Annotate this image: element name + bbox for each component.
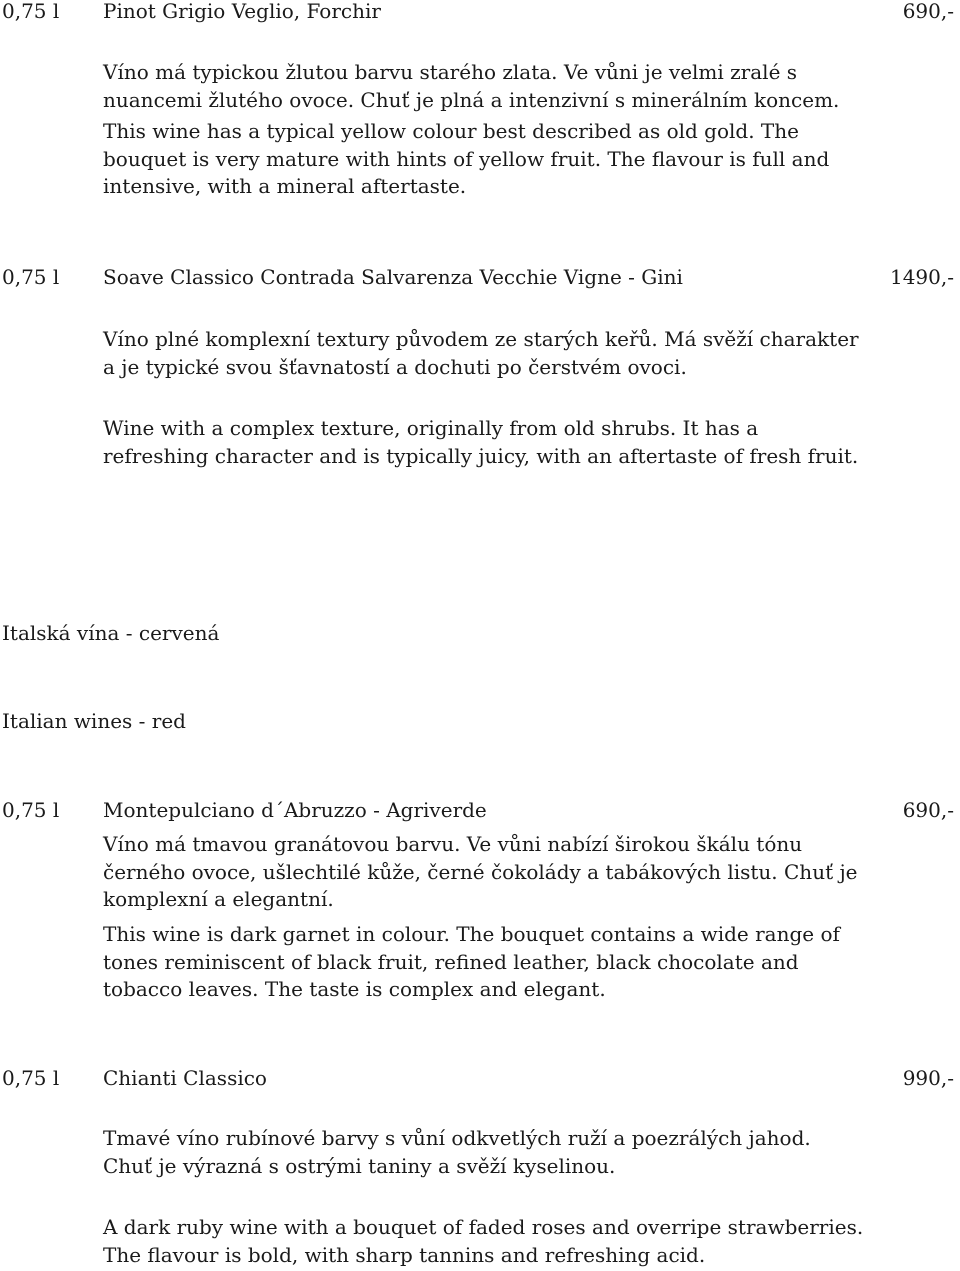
wine-description-cz: Víno plné komplexní textury původem ze starých keřů. Má svěží charakter a je typické svou šťavnatostí a dochuti po čerstvém ovoci. (103, 327, 859, 379)
wine-name: Montepulciano d´Abruzzo - Agriverde (103, 798, 487, 822)
wine-description-en: Wine with a complex texture, originally from old shrubs. It has a refreshing character and is typically juicy, with an aftertaste of fresh fruit. (103, 416, 859, 468)
wine-price: 990,- (902, 1066, 954, 1090)
wine-volume: 0,75 l (2, 798, 60, 822)
wine-price: 690,- (902, 0, 954, 23)
wine-volume: 0,75 l (2, 1066, 60, 1090)
wine-price: 690,- (902, 798, 954, 822)
wine-description-cz: Víno má typickou žlutou barvu starého zlata. Ve vůni je velmi zralé s nuancemi žlutého ovoce. Chuť je plná a intenzivní s minerálním koncem. (103, 60, 840, 112)
wine-description-en: This wine has a typical yellow colour best described as old gold. The bouquet is very mature with hints of yellow fruit. The flavour is full and intensive, with a mineral aftertaste. (103, 119, 830, 198)
wine-description-cz: Víno má tmavou granátovou barvu. Ve vůni nabízí širokou škálu tónu černého ovoce, ušlechtilé kůže, černé čokolády a tabákových listu. Chuť je komplexní a elegantní. (103, 832, 858, 911)
wine-description-en: A dark ruby wine with a bouquet of faded roses and overripe strawberries. The flavour is bold, with sharp tannins and refreshing acid. (103, 1215, 864, 1267)
wine-name: Chianti Classico (103, 1066, 267, 1090)
wine-volume: 0,75 l (2, 265, 60, 289)
section-heading-en: Italian wines - red (2, 709, 186, 733)
wine-description-en: This wine is dark garnet in colour. The bouquet contains a wide range of tones reminiscent of black fruit, refined leather, black chocolate and tobacco leaves. The taste is complex and elegant. (103, 922, 840, 1001)
section-heading-cz: Italská vína - cervená (2, 621, 220, 645)
wine-name: Pinot Grigio Veglio, Forchir (103, 0, 381, 23)
wine-volume: 0,75 l (2, 0, 60, 23)
wine-name: Soave Classico Contrada Salvarenza Vecchie Vigne - Gini (103, 265, 683, 289)
wine-price: 1490,- (889, 265, 954, 289)
wine-description-cz: Tmavé víno rubínové barvy s vůní odkvetlých ruží a poezrálých jahod. Chuť je výrazná s ostrými taniny a svěží kyselinou. (103, 1126, 811, 1178)
